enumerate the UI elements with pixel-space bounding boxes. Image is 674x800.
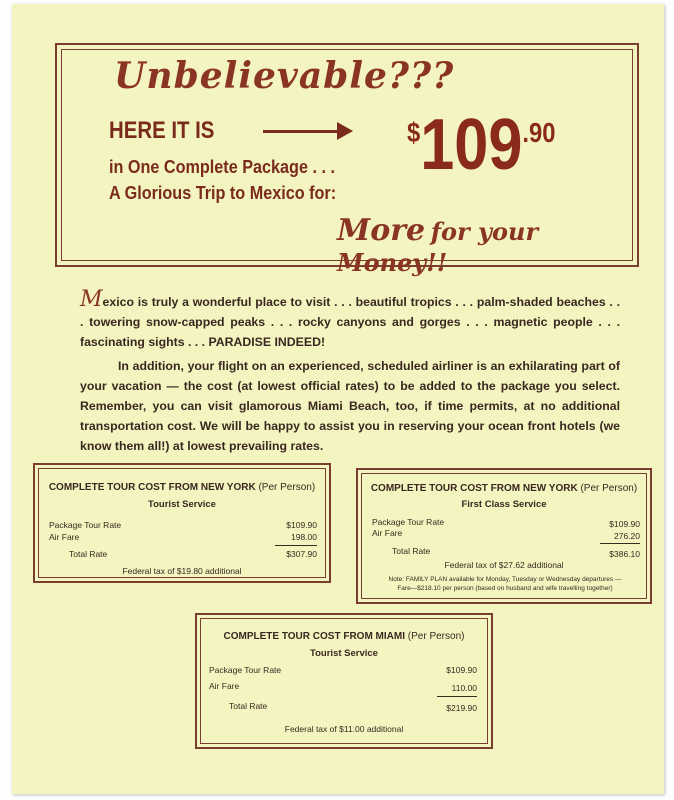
package-value: $109.90	[286, 520, 317, 530]
ny-first-class-table	[356, 468, 652, 604]
sum-rule	[275, 545, 317, 546]
intro-paragraph-1	[80, 287, 620, 352]
tagline: Unbelievable???	[114, 55, 455, 97]
package-value: $109.90	[446, 665, 477, 675]
table-title-text: COMPLETE TOUR COST FROM NEW YORK	[370, 483, 578, 494]
service-type: First Class Service	[461, 499, 547, 510]
table-title-text: COMPLETE TOUR COST FROM NEW YORK	[48, 482, 256, 493]
air-label: Air Fare	[49, 532, 80, 542]
tax-note: Federal tax of $11.00 additional	[284, 724, 404, 734]
headline-box	[55, 43, 639, 277]
service-type: Tourist Service	[148, 499, 216, 510]
trip-line: A Glorious Trip to Mexico for:	[109, 183, 337, 203]
sum-rule	[437, 696, 477, 697]
air-value: 276.20	[614, 531, 640, 541]
air-value: 198.00	[291, 532, 317, 542]
total-value: $307.90	[286, 549, 317, 559]
package-label: Package Tour Rate	[209, 665, 282, 675]
dropcap: M	[80, 287, 103, 312]
note-line-2: Fare—$218.10 per person (based on husband and wife travelling together)	[397, 585, 613, 592]
service-type: Tourist Service	[310, 648, 378, 659]
package-label: Package Tour Rate	[49, 520, 122, 530]
miami-tourist-table	[195, 613, 493, 749]
total-label: Total Rate	[392, 546, 431, 556]
per-person: (Per Person)	[407, 631, 465, 642]
arrow-right-icon	[263, 130, 345, 133]
per-person: (Per Person)	[258, 482, 316, 493]
table-title-text: COMPLETE TOUR COST FROM MIAMI	[223, 631, 405, 642]
total-value: $219.90	[446, 703, 477, 713]
ny-tourist-table	[33, 463, 331, 583]
more-word: More	[337, 213, 426, 248]
intro-text	[80, 287, 620, 456]
price-main: 109	[420, 105, 523, 185]
note-line-1: Note: FAMILY PLAN available for Monday, Tuesday or Wednesday departures —	[388, 576, 622, 583]
price-dollar-sign: $	[407, 117, 421, 148]
here-it-is-text: HERE IT IS	[109, 117, 215, 144]
air-value: 110.00	[451, 683, 477, 693]
intro-paragraph-2	[80, 356, 620, 456]
table-title	[358, 483, 650, 494]
family-plan-note	[368, 575, 642, 593]
total-label: Total Rate	[229, 701, 268, 711]
table-title	[197, 631, 491, 642]
air-label: Air Fare	[209, 681, 240, 691]
intro-p1-text: exico is truly a wonderful place to visit . . . beautiful tropics . . . palm-shaded beaches . . . towering snow-capped peaks . . . rocky canyons and gorges . . . magnetic people . . . fascinating sights . . . PARADISE INDEED!	[80, 295, 620, 349]
more-rest: for your Money!!	[337, 217, 539, 277]
price-cents: .90	[522, 117, 556, 148]
air-label: Air Fare	[372, 528, 403, 538]
package-line: in One Complete Package . . .	[109, 157, 335, 177]
per-person: (Per Person)	[580, 483, 638, 494]
tax-note: Federal tax of $19.80 additional	[122, 566, 242, 576]
table-title	[35, 482, 329, 493]
total-value: $386.10	[609, 549, 640, 559]
sum-rule	[600, 543, 640, 544]
tax-note: Federal tax of $27.62 additional	[444, 560, 564, 570]
package-value: $109.90	[609, 519, 640, 529]
arrow-head-icon	[337, 122, 353, 140]
more-for-money	[337, 213, 637, 277]
package-label: Package Tour Rate	[372, 517, 445, 527]
intro-p2-text: In addition, your flight on an experienced, scheduled airliner is an exhilarating part of your vacation — the cost (at lowest official rates) to be added to the package you select. Remember, you can visit glamorous Miami Beach, too, if time permits, at no additional transportation cost. We will be happy to assist you in reserving your ocean front hotels (we know them all!) at lowest prevailing rates.	[80, 359, 620, 453]
price	[407, 105, 555, 185]
total-label: Total Rate	[69, 549, 108, 559]
